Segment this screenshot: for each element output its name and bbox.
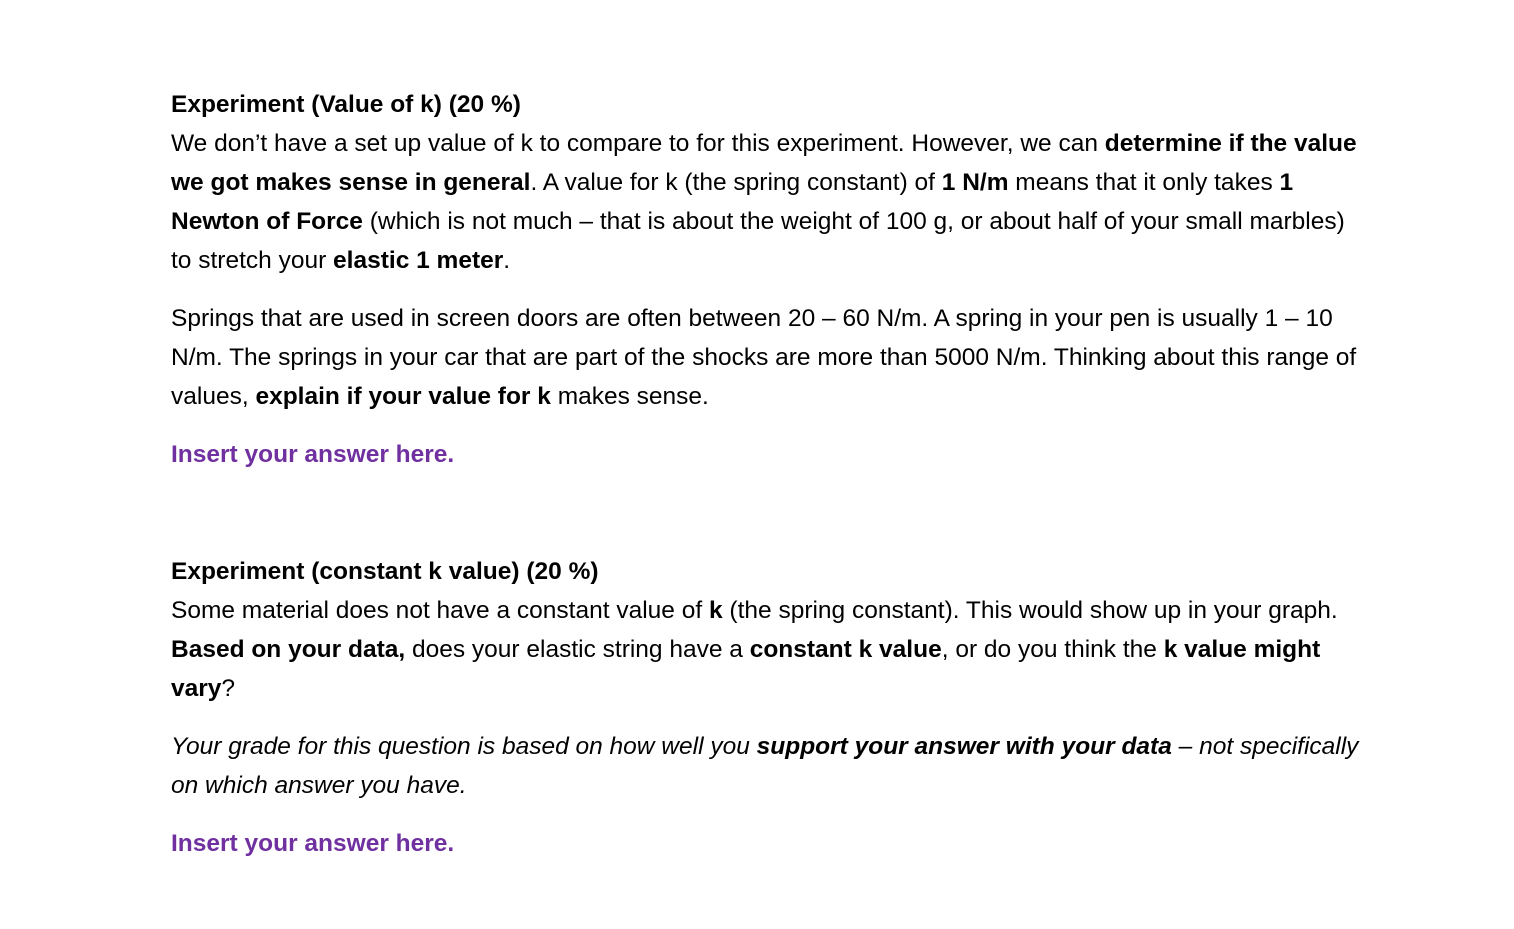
emphasis-text: determine if the value we got makes sense in general [171, 130, 1357, 196]
section-heading: Experiment (constant k value) (20 %) [171, 558, 599, 585]
section-heading: Experiment (Value of k) (20 %) [171, 91, 521, 118]
section-paragraph [171, 591, 1361, 708]
paragraph-text: , or do you think the [941, 636, 1164, 663]
emphasis-text: constant k value [749, 636, 942, 663]
grading-note [171, 727, 1361, 805]
paragraph-text: means that it only takes [1008, 169, 1280, 196]
emphasis-text: 1 Newton of Force [171, 169, 1294, 235]
paragraph-text: does your elastic string have a [405, 636, 750, 663]
emphasis-text: k [708, 597, 723, 624]
section-paragraph [171, 299, 1361, 416]
document-content [171, 85, 1361, 863]
paragraph-text: ? [221, 675, 236, 702]
paragraph-text: We don’t have a set up value of k to compare to for this experiment. However, we can [171, 130, 1105, 157]
emphasis-text: k value might vary [171, 636, 1321, 702]
paragraph-text: Some material does not have a constant value of [171, 597, 709, 624]
emphasis-text: support your answer with your data [756, 733, 1172, 760]
paragraph-text: . A value for k (the spring constant) of [530, 169, 942, 196]
paragraph-text: Springs that are used in screen doors are often between 20 – 60 N/m. A spring in your pen is usually 1 – 10 N/m. The springs in your car that are part of the shocks are more than 5000 N/m. Thinking about this range of values, [171, 305, 1357, 410]
section-paragraph [171, 124, 1361, 280]
emphasis-text: 1 N/m [941, 169, 1009, 196]
emphasis-text: explain if your value for k [255, 383, 551, 410]
section-constant-k-value [171, 552, 1361, 863]
answer-placeholder[interactable]: Insert your answer here. [171, 830, 455, 857]
answer-placeholder[interactable]: Insert your answer here. [171, 441, 455, 468]
emphasis-text: elastic 1 meter [333, 247, 504, 274]
emphasis-text: Based on your data, [171, 636, 406, 663]
paragraph-text: Your grade for this question is based on how well you [171, 733, 757, 760]
paragraph-text: – not specifically on which answer you have. [171, 733, 1359, 799]
paragraph-text: makes sense. [550, 383, 709, 410]
paragraph-text: (which is not much – that is about the weight of 100 g, or about half of your small marbles) to stretch your [171, 208, 1345, 274]
paragraph-text: (the spring constant). This would show up in your graph. [722, 597, 1338, 624]
paragraph-text: . [503, 247, 511, 274]
section-value-of-k [171, 85, 1361, 474]
